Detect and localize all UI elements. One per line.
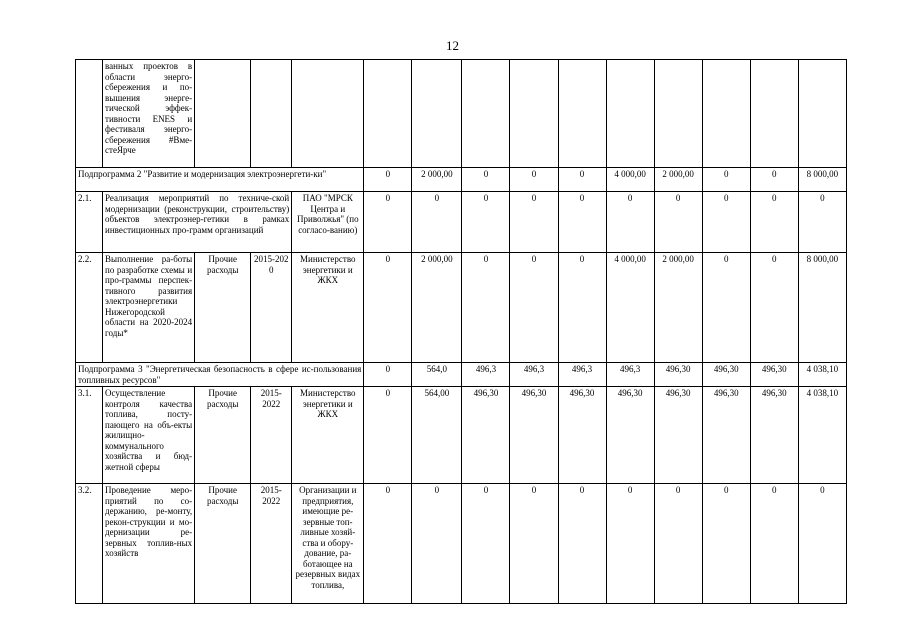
table-row xyxy=(76,253,847,363)
value-cell: 0 xyxy=(750,253,798,363)
value-cell: 0 xyxy=(364,484,412,604)
value-cell: 0 xyxy=(558,168,606,192)
value-cell: 4 038,10 xyxy=(798,387,846,484)
value-cell: 496,30 xyxy=(654,387,702,484)
value-cell: 8 000,00 xyxy=(798,168,846,192)
value-cell: 0 xyxy=(412,484,462,604)
value-cell: 0 xyxy=(558,253,606,363)
value-cell: 0 xyxy=(412,192,462,253)
value-cell: 0 xyxy=(364,192,412,253)
value-cell: 0 xyxy=(558,192,606,253)
executor: ПАО "МРСК Центра и Приволжья" (по согласо-ванию) xyxy=(292,192,364,253)
table-row xyxy=(76,387,847,484)
row-index: 2.2. xyxy=(76,253,103,363)
value-cell: 0 xyxy=(510,484,558,604)
value-cell xyxy=(412,60,462,168)
value-cell: 0 xyxy=(750,192,798,253)
subprogram-title: Подпрограмма 3 "Энергетическая безопасность в сфере ис-пользования топливных ресурсов" xyxy=(76,363,364,387)
value-cell: 496,30 xyxy=(462,387,510,484)
value-cell xyxy=(750,60,798,168)
value-cell: 0 xyxy=(510,192,558,253)
value-cell: 496,30 xyxy=(510,387,558,484)
value-cell xyxy=(654,60,702,168)
value-cell: 496,30 xyxy=(750,387,798,484)
value-cell: 0 xyxy=(462,192,510,253)
subprogram-row xyxy=(76,168,847,192)
row-index: 3.1. xyxy=(76,387,103,484)
period: 2015-2020 xyxy=(251,253,292,363)
value-cell: 0 xyxy=(750,168,798,192)
value-cell: 496,30 xyxy=(750,363,798,387)
table-row xyxy=(76,60,847,168)
table-body xyxy=(76,60,847,604)
row-index: 2.1. xyxy=(76,192,103,253)
value-cell: 0 xyxy=(798,192,846,253)
value-cell xyxy=(702,60,750,168)
executor: Министерство энергетики и ЖКХ xyxy=(292,253,364,363)
value-cell: 0 xyxy=(462,253,510,363)
subprogram-title: Подпрограмма 2 "Развитие и модернизация электроэнергети-ки" xyxy=(76,168,364,192)
period: 2015-2022 xyxy=(251,484,292,604)
period xyxy=(251,60,292,168)
value-cell: 0 xyxy=(702,168,750,192)
value-cell: 0 xyxy=(462,484,510,604)
value-cell: 0 xyxy=(364,387,412,484)
value-cell: 496,3 xyxy=(558,363,606,387)
value-cell xyxy=(462,60,510,168)
subprogram-row xyxy=(76,363,847,387)
value-cell: 4 000,00 xyxy=(606,253,654,363)
event-name: Осуществление контроля качества топлива, посту-пающего на объ-екты жилищно-коммунального хозяйства и бюд-жетной сферы xyxy=(103,387,195,484)
funding-source: Прочие расходы xyxy=(195,253,251,363)
value-cell: 0 xyxy=(510,168,558,192)
value-cell: 496,30 xyxy=(606,387,654,484)
table-row xyxy=(76,484,847,604)
value-cell: 496,30 xyxy=(702,387,750,484)
value-cell: 496,30 xyxy=(654,363,702,387)
value-cell: 0 xyxy=(364,363,412,387)
program-table xyxy=(75,59,847,604)
executor xyxy=(292,60,364,168)
value-cell: 2 000,00 xyxy=(412,168,462,192)
value-cell: 0 xyxy=(702,192,750,253)
funding-source xyxy=(195,60,251,168)
value-cell: 564,00 xyxy=(412,387,462,484)
value-cell: 2 000,00 xyxy=(654,168,702,192)
value-cell: 0 xyxy=(510,253,558,363)
funding-source: Прочие расходы xyxy=(195,484,251,604)
value-cell: 8 000,00 xyxy=(798,253,846,363)
value-cell: 4 038,10 xyxy=(798,363,846,387)
value-cell: 0 xyxy=(654,484,702,604)
value-cell: 0 xyxy=(364,168,412,192)
value-cell xyxy=(606,60,654,168)
event-name: Реализация мероприятий по техниче-ской модернизации (реконструкции, строительству) объектов электроэнер-гетики в рамках инвестиционных про-грамм организаций xyxy=(103,192,292,253)
value-cell: 0 xyxy=(654,192,702,253)
value-cell: 0 xyxy=(798,484,846,604)
value-cell: 496,3 xyxy=(510,363,558,387)
value-cell: 0 xyxy=(606,484,654,604)
value-cell: 564,0 xyxy=(412,363,462,387)
event-name: Проведение меро-приятий по со-держанию, ре-монту, рекон-струкции и мо-дернизации ре-зервных топлив-ных хозяйств xyxy=(103,484,195,604)
value-cell: 2 000,00 xyxy=(654,253,702,363)
value-cell xyxy=(558,60,606,168)
value-cell: 0 xyxy=(558,484,606,604)
event-name: Выполнение ра-боты по разработке схемы и про-граммы перспек-тивного развития электроэнергетики Нижегородской области на 2020-2024 годы* xyxy=(103,253,195,363)
row-index xyxy=(76,60,103,168)
value-cell xyxy=(510,60,558,168)
value-cell: 0 xyxy=(702,253,750,363)
value-cell: 496,3 xyxy=(606,363,654,387)
value-cell: 496,30 xyxy=(558,387,606,484)
event-name: ванных проектов в области энерго-сбережения и по-вышения энерге-тической эффек-тивности ENES и фестиваля энерго-сбережения #Вме-стеЯрче xyxy=(103,60,195,168)
funding-source: Прочие расходы xyxy=(195,387,251,484)
value-cell: 2 000,00 xyxy=(412,253,462,363)
row-index: 3.2. xyxy=(76,484,103,604)
value-cell xyxy=(364,60,412,168)
executor: Организации и предприятия, имеющие ре-зервные топ-ливные хозяй-ства и обору-дование, ра-ботающее на резервных видах топлива, xyxy=(292,484,364,604)
value-cell: 496,30 xyxy=(702,363,750,387)
value-cell: 4 000,00 xyxy=(606,168,654,192)
executor: Министерство энергетики и ЖКХ xyxy=(292,387,364,484)
value-cell: 0 xyxy=(750,484,798,604)
value-cell: 0 xyxy=(702,484,750,604)
value-cell xyxy=(798,60,846,168)
period: 2015-2022 xyxy=(251,387,292,484)
value-cell: 0 xyxy=(364,253,412,363)
value-cell: 0 xyxy=(606,192,654,253)
value-cell: 0 xyxy=(462,168,510,192)
page-number: 12 xyxy=(446,38,459,53)
table-row xyxy=(76,192,847,253)
value-cell: 496,3 xyxy=(462,363,510,387)
